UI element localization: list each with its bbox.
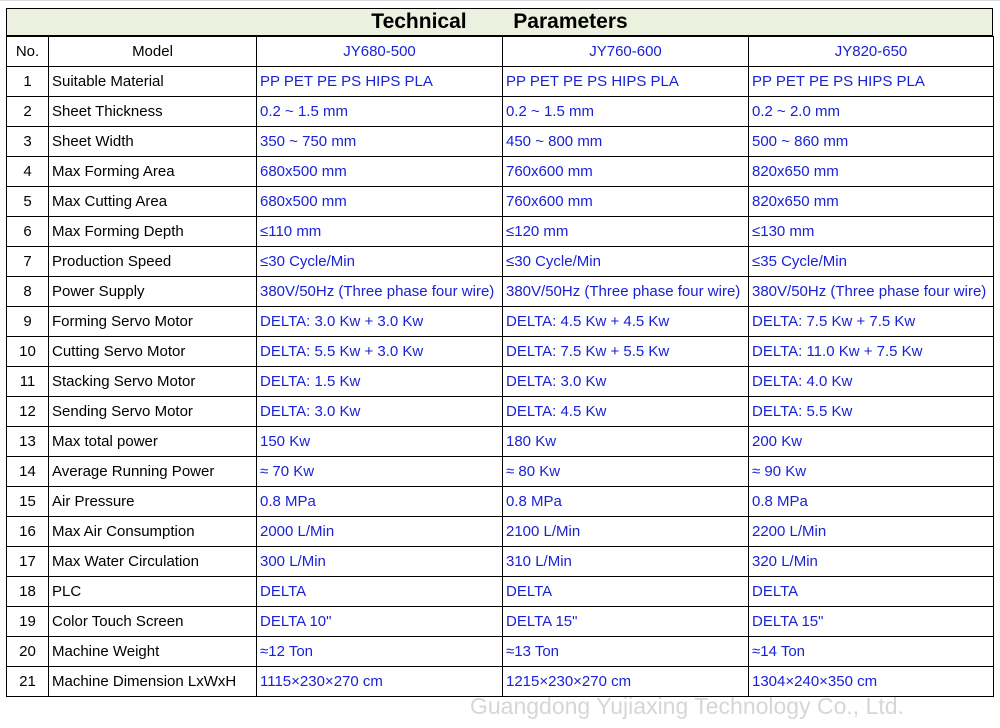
- row-number: 3: [7, 127, 49, 157]
- parameter-name: Cutting Servo Motor: [49, 337, 257, 367]
- parameter-value: ≈ 70 Kw: [257, 457, 503, 487]
- parameter-name: Air Pressure: [49, 487, 257, 517]
- table-row: [7, 187, 994, 217]
- parameter-name: Forming Servo Motor: [49, 307, 257, 337]
- parameter-name: Power Supply: [49, 277, 257, 307]
- row-number: 17: [7, 547, 49, 577]
- table-row: [7, 577, 994, 607]
- row-number: 14: [7, 457, 49, 487]
- title-bar: [6, 8, 993, 36]
- parameter-value: 380V/50Hz (Three phase four wire): [749, 277, 994, 307]
- row-number: 10: [7, 337, 49, 367]
- parameter-value: DELTA: 3.0 Kw: [257, 397, 503, 427]
- parameter-value: 0.2 ~ 1.5 mm: [257, 97, 503, 127]
- table-row: [7, 217, 994, 247]
- table-row: [7, 247, 994, 277]
- parameter-value: 680x500 mm: [257, 157, 503, 187]
- parameter-value: ≤35 Cycle/Min: [749, 247, 994, 277]
- parameter-value: 0.8 MPa: [749, 487, 994, 517]
- row-number: 15: [7, 487, 49, 517]
- parameter-value: 2200 L/Min: [749, 517, 994, 547]
- parameter-value: 380V/50Hz (Three phase four wire): [503, 277, 749, 307]
- row-number: 11: [7, 367, 49, 397]
- parameter-name: Suitable Material: [49, 67, 257, 97]
- parameter-value: DELTA 10": [257, 607, 503, 637]
- row-number: 13: [7, 427, 49, 457]
- row-number: 21: [7, 667, 49, 697]
- row-number: 1: [7, 67, 49, 97]
- parameter-value: 680x500 mm: [257, 187, 503, 217]
- row-number: 4: [7, 157, 49, 187]
- parameter-name: Production Speed: [49, 247, 257, 277]
- parameter-name: Sheet Width: [49, 127, 257, 157]
- parameter-value: 0.2 ~ 2.0 mm: [749, 97, 994, 127]
- parameter-value: 2000 L/Min: [257, 517, 503, 547]
- parameter-value: PP PET PE PS HIPS PLA: [257, 67, 503, 97]
- parameter-value: 310 L/Min: [503, 547, 749, 577]
- table-row: [7, 547, 994, 577]
- parameter-value: DELTA: 7.5 Kw + 7.5 Kw: [749, 307, 994, 337]
- header-no: No.: [7, 37, 49, 67]
- parameter-value: ≈ 90 Kw: [749, 457, 994, 487]
- parameter-value: 0.8 MPa: [257, 487, 503, 517]
- parameter-value: DELTA: [257, 577, 503, 607]
- parameter-value: 350 ~ 750 mm: [257, 127, 503, 157]
- parameter-value: DELTA: 7.5 Kw + 5.5 Kw: [503, 337, 749, 367]
- parameter-name: Max Water Circulation: [49, 547, 257, 577]
- parameter-name: Machine Dimension LxWxH: [49, 667, 257, 697]
- parameter-value: 2100 L/Min: [503, 517, 749, 547]
- parameters-table: [6, 36, 994, 697]
- table-row: [7, 637, 994, 667]
- parameter-value: DELTA 15": [749, 607, 994, 637]
- parameter-value: ≤30 Cycle/Min: [257, 247, 503, 277]
- parameter-name: Color Touch Screen: [49, 607, 257, 637]
- company-watermark: Guangdong Yujiaxing Technology Co., Ltd.: [470, 693, 904, 719]
- parameter-value: 1115×230×270 cm: [257, 667, 503, 697]
- parameter-value: DELTA: [749, 577, 994, 607]
- parameter-value: 450 ~ 800 mm: [503, 127, 749, 157]
- parameter-name: Sheet Thickness: [49, 97, 257, 127]
- header-row: [7, 37, 994, 67]
- parameter-value: ≈12 Ton: [257, 637, 503, 667]
- parameter-value: 500 ~ 860 mm: [749, 127, 994, 157]
- table-row: [7, 97, 994, 127]
- row-number: 19: [7, 607, 49, 637]
- parameter-name: Machine Weight: [49, 637, 257, 667]
- table-row: [7, 667, 994, 697]
- parameter-value: 380V/50Hz (Three phase four wire): [257, 277, 503, 307]
- header-model-3: JY820-650: [749, 37, 994, 67]
- parameter-value: ≈13 Ton: [503, 637, 749, 667]
- parameter-value: 150 Kw: [257, 427, 503, 457]
- row-number: 12: [7, 397, 49, 427]
- parameter-value: DELTA: 4.5 Kw: [503, 397, 749, 427]
- parameter-value: 180 Kw: [503, 427, 749, 457]
- table-row: [7, 457, 994, 487]
- header-model-2: JY760-600: [503, 37, 749, 67]
- header-model-1: JY680-500: [257, 37, 503, 67]
- parameter-value: 1304×240×350 cm: [749, 667, 994, 697]
- header-model: Model: [49, 37, 257, 67]
- table-row: [7, 517, 994, 547]
- row-number: 7: [7, 247, 49, 277]
- parameter-value: 300 L/Min: [257, 547, 503, 577]
- parameter-value: ≈ 80 Kw: [503, 457, 749, 487]
- parameter-value: ≤130 mm: [749, 217, 994, 247]
- parameter-value: 0.2 ~ 1.5 mm: [503, 97, 749, 127]
- parameter-value: ≤120 mm: [503, 217, 749, 247]
- parameter-value: DELTA: 3.0 Kw + 3.0 Kw: [257, 307, 503, 337]
- table-row: [7, 127, 994, 157]
- parameter-value: DELTA: 5.5 Kw + 3.0 Kw: [257, 337, 503, 367]
- row-number: 8: [7, 277, 49, 307]
- parameter-value: ≤110 mm: [257, 217, 503, 247]
- parameter-name: Max Cutting Area: [49, 187, 257, 217]
- row-number: 2: [7, 97, 49, 127]
- parameter-value: 200 Kw: [749, 427, 994, 457]
- row-number: 20: [7, 637, 49, 667]
- parameter-name: Stacking Servo Motor: [49, 367, 257, 397]
- sheet-title: Technical Parameters: [371, 10, 628, 33]
- parameter-value: DELTA: 4.5 Kw + 4.5 Kw: [503, 307, 749, 337]
- parameter-value: 1215×230×270 cm: [503, 667, 749, 697]
- row-number: 5: [7, 187, 49, 217]
- parameter-name: Max Forming Area: [49, 157, 257, 187]
- parameter-value: DELTA: 11.0 Kw + 7.5 Kw: [749, 337, 994, 367]
- parameter-value: 820x650 mm: [749, 157, 994, 187]
- parameter-name: Sending Servo Motor: [49, 397, 257, 427]
- table-row: [7, 307, 994, 337]
- parameter-value: DELTA: 1.5 Kw: [257, 367, 503, 397]
- table-row: [7, 367, 994, 397]
- table-row: [7, 607, 994, 637]
- parameter-value: 320 L/Min: [749, 547, 994, 577]
- row-number: 6: [7, 217, 49, 247]
- table-row: [7, 277, 994, 307]
- table-row: [7, 427, 994, 457]
- parameter-value: DELTA: [503, 577, 749, 607]
- row-number: 18: [7, 577, 49, 607]
- parameter-value: DELTA: 3.0 Kw: [503, 367, 749, 397]
- parameter-value: 760x600 mm: [503, 157, 749, 187]
- parameter-name: Max total power: [49, 427, 257, 457]
- table-row: [7, 397, 994, 427]
- parameter-name: PLC: [49, 577, 257, 607]
- parameter-name: Average Running Power: [49, 457, 257, 487]
- table-row: [7, 67, 994, 97]
- table-row: [7, 337, 994, 367]
- row-number: 9: [7, 307, 49, 337]
- parameter-name: Max Forming Depth: [49, 217, 257, 247]
- parameter-value: PP PET PE PS HIPS PLA: [503, 67, 749, 97]
- parameter-value: 0.8 MPa: [503, 487, 749, 517]
- parameter-name: Max Air Consumption: [49, 517, 257, 547]
- parameter-value: DELTA 15": [503, 607, 749, 637]
- parameter-value: ≈14 Ton: [749, 637, 994, 667]
- table-row: [7, 487, 994, 517]
- parameter-value: PP PET PE PS HIPS PLA: [749, 67, 994, 97]
- parameter-value: DELTA: 4.0 Kw: [749, 367, 994, 397]
- parameter-value: DELTA: 5.5 Kw: [749, 397, 994, 427]
- table-row: [7, 157, 994, 187]
- parameter-value: ≤30 Cycle/Min: [503, 247, 749, 277]
- row-number: 16: [7, 517, 49, 547]
- parameter-value: 820x650 mm: [749, 187, 994, 217]
- parameter-value: 760x600 mm: [503, 187, 749, 217]
